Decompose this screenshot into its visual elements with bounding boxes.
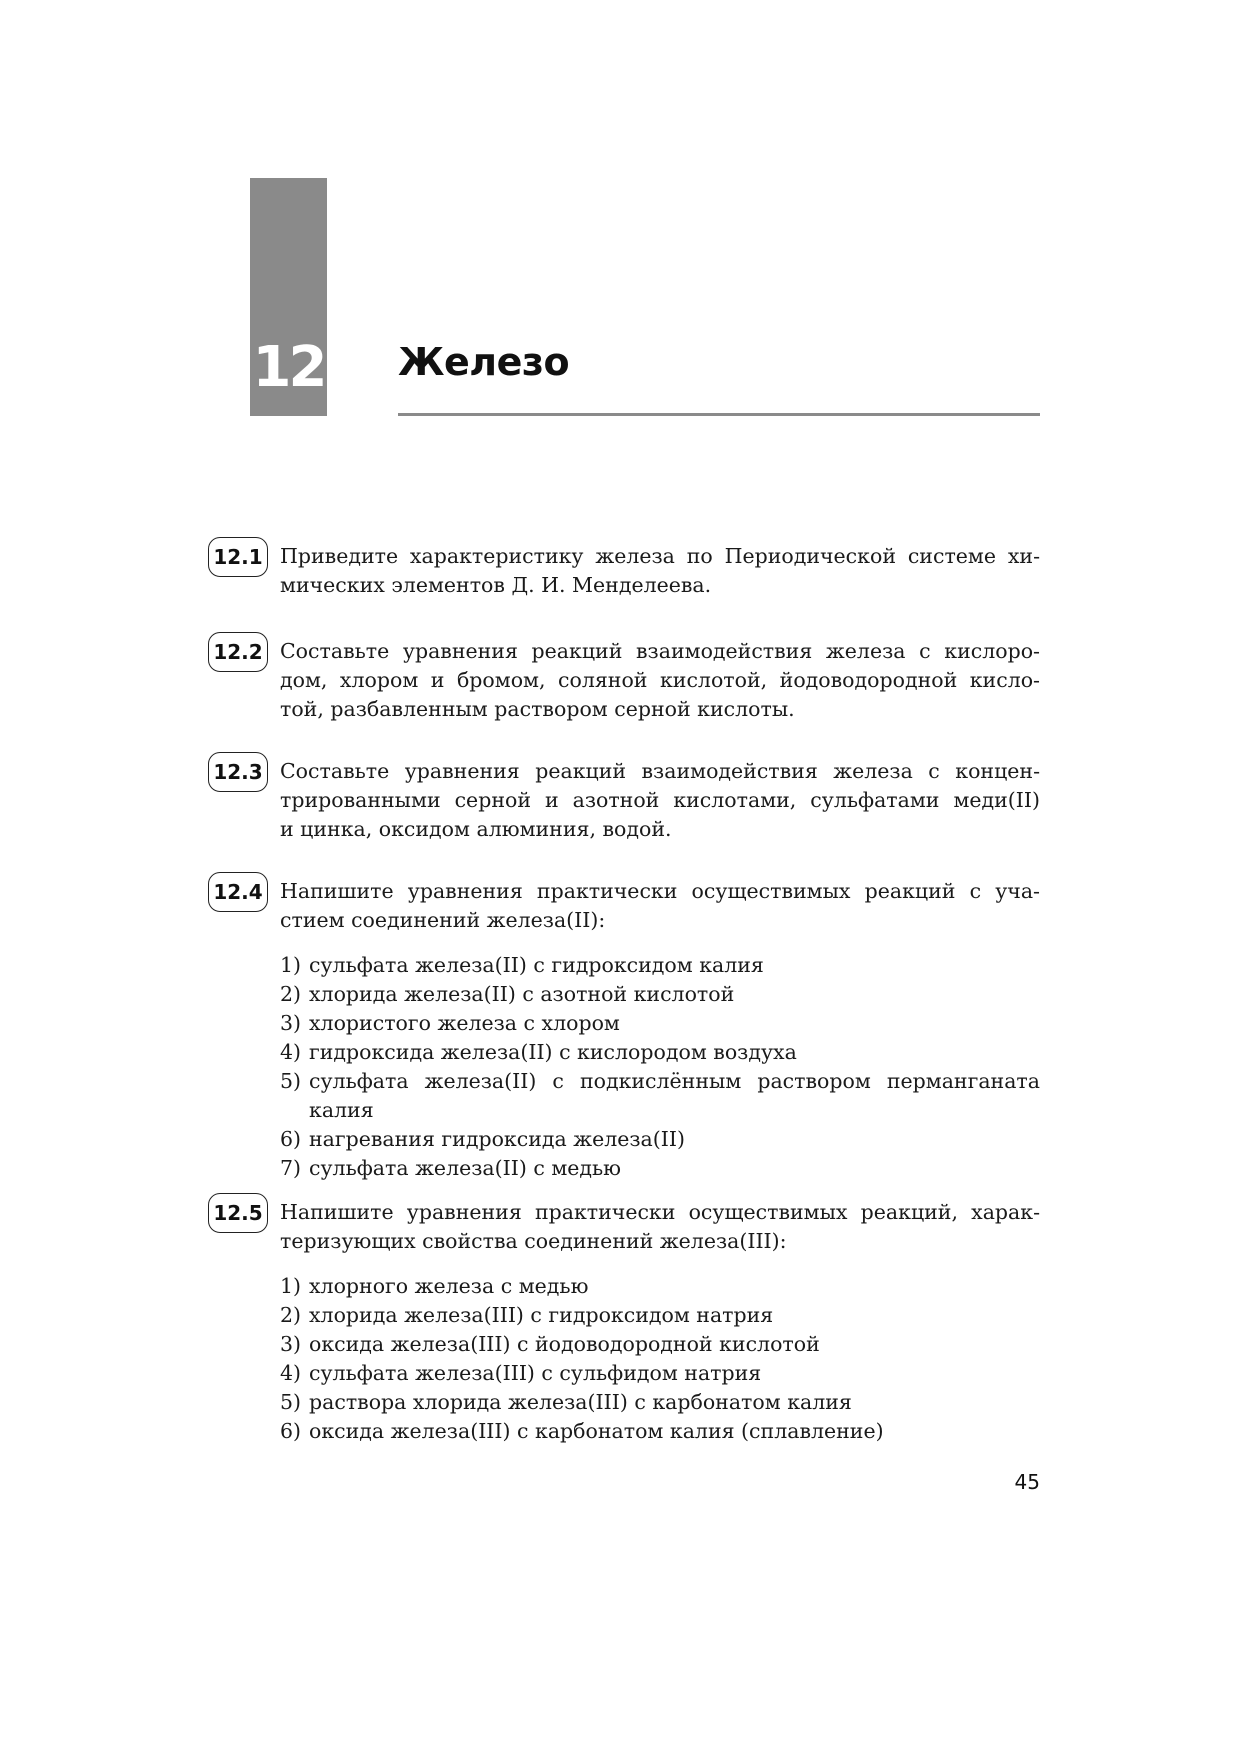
list-item — [280, 1125, 1040, 1154]
task-statement — [280, 757, 1040, 844]
list-item — [280, 1272, 1040, 1301]
task-text-line: Приведите характеристику железа по Периодической системе хи- — [280, 544, 1040, 568]
list-item-text: хлорного железа с медью — [309, 1274, 589, 1298]
list-item-text: хлорида железа(III) с гидроксидом натрия — [309, 1303, 774, 1327]
task-text-line: и цинка, оксидом алюминия, водой. — [280, 817, 672, 841]
task-12-1 — [208, 537, 1040, 595]
task-number-badge: 12.2 — [208, 632, 268, 672]
list-item-number: 7) — [280, 1156, 302, 1180]
task-number-badge: 12.5 — [208, 1193, 268, 1233]
list-item-number: 3) — [280, 1011, 302, 1035]
list-item-number: 6) — [280, 1127, 302, 1151]
task-12-3 — [208, 752, 1040, 839]
list-item-number: 5) — [280, 1069, 302, 1093]
list-item — [280, 980, 1040, 1009]
task-statement — [280, 1198, 1040, 1256]
list-item-number: 3) — [280, 1332, 302, 1356]
task-statement — [280, 637, 1040, 724]
list-item-text: оксида железа(III) с йодоводородной кислотой — [309, 1332, 820, 1356]
list-item-number: 1) — [280, 1274, 302, 1298]
list-item-text: нагревания гидроксида железа(II) — [309, 1127, 685, 1151]
list-item-number: 5) — [280, 1390, 302, 1414]
task-12-2 — [208, 632, 1040, 719]
list-item — [280, 1067, 1040, 1125]
list-item-text: сульфата железа(II) с медью — [309, 1156, 622, 1180]
list-item-number: 6) — [280, 1419, 302, 1443]
list-item — [280, 1388, 1040, 1417]
list-item-text: раствора хлорида железа(III) с карбонатом калия — [309, 1390, 852, 1414]
chapter-number: 12 — [250, 318, 327, 416]
list-item — [280, 951, 1040, 980]
list-item — [280, 1417, 1040, 1446]
task-number-badge: 12.3 — [208, 752, 268, 792]
list-item — [280, 1154, 1040, 1183]
task-12-5 — [208, 1193, 1040, 1441]
task-text-line: Напишите уравнения практически осуществимых реакций, харак- — [280, 1200, 1040, 1224]
sub-task-list — [280, 1272, 1040, 1446]
task-text-line: теризующих свойства соединений железа(III): — [280, 1229, 787, 1253]
task-text-line: Составьте уравнения реакций взаимодействия железа с кислоро- — [280, 639, 1040, 663]
list-item-number: 2) — [280, 982, 302, 1006]
list-item-text: оксида железа(III) с карбонатом калия (сплавление) — [309, 1419, 884, 1443]
list-item-text — [309, 1067, 1040, 1125]
list-item-text-line: калия — [309, 1098, 374, 1122]
chapter-title: Железо — [398, 340, 570, 384]
title-underline — [398, 413, 1040, 416]
task-statement — [280, 542, 1040, 600]
list-item-number: 2) — [280, 1303, 302, 1327]
list-item — [280, 1009, 1040, 1038]
task-statement — [280, 877, 1040, 935]
task-text-line: Составьте уравнения реакций взаимодействия железа с концен- — [280, 759, 1040, 783]
list-item — [280, 1038, 1040, 1067]
list-item-text: сульфата железа(III) с сульфидом натрия — [309, 1361, 762, 1385]
task-text-line: той, разбавленным раствором серной кислоты. — [280, 697, 795, 721]
task-text-line: Напишите уравнения практически осуществимых реакций с уча- — [280, 879, 1040, 903]
task-number-badge: 12.4 — [208, 872, 268, 912]
task-number-badge: 12.1 — [208, 537, 268, 577]
sub-task-list — [280, 951, 1040, 1183]
list-item-number: 4) — [280, 1361, 302, 1385]
list-item-text: сульфата железа(II) с гидроксидом калия — [309, 953, 764, 977]
list-item-number: 4) — [280, 1040, 302, 1064]
task-12-4 — [208, 872, 1040, 1178]
list-item-number: 1) — [280, 953, 302, 977]
task-text-line: дом, хлором и бромом, соляной кислотой, йодоводородной кисло- — [280, 668, 1040, 692]
list-item — [280, 1301, 1040, 1330]
list-item-text: хлористого железа с хлором — [309, 1011, 620, 1035]
list-item-text: гидроксида железа(II) с кислородом воздуха — [309, 1040, 797, 1064]
list-item — [280, 1330, 1040, 1359]
task-text-line: трированными серной и азотной кислотами, сульфатами меди(II) — [280, 788, 1040, 812]
chapter-marker-bar — [250, 178, 327, 318]
task-text-line: стием соединений железа(II): — [280, 908, 606, 932]
list-item-text-line: сульфата железа(II) с подкислённым раствором перманганата — [309, 1069, 1040, 1093]
page-number: 45 — [1014, 1470, 1040, 1494]
list-item — [280, 1359, 1040, 1388]
task-text-line: мических элементов Д. И. Менделеева. — [280, 573, 712, 597]
list-item-text: хлорида железа(II) с азотной кислотой — [309, 982, 735, 1006]
